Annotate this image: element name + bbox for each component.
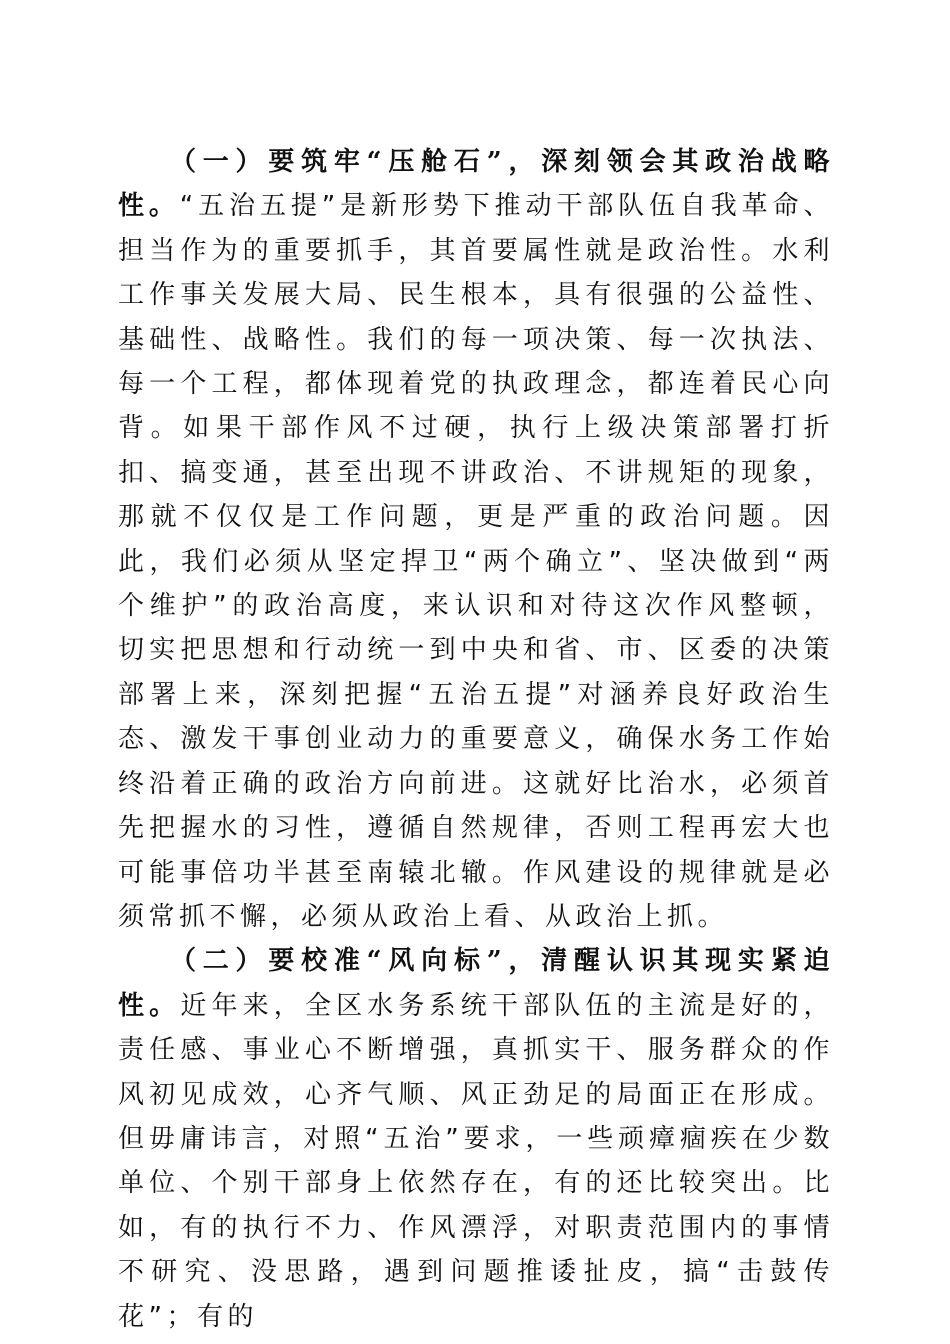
paragraph-1-body: “五治五提”是新形势下推动干部队伍自我革命、担当作为的重要抓手，其首要属性就是政治性。水利工作事关发展大局、民生根本，具有很强的公益性、基础性、战略性。我们的每一项决策、每一次执法、每一个工程，都体现着党的执政理念，都连着民心向背。如果干部作风不过硬，执行上级决策部署打折扣、搞变通，甚至出现不讲政治、不讲规矩的现象，那就不仅仅是工作问题，更是严重的政治问题。因此，我们必须从坚定捍卫“两个确立”、坚决做到“两个维护”的政治高度，来认识和对待这次作风整顿，切实把思想和行动统一到中央和省、市、区委的决策部署上来，深刻把握“五治五提”对涵养良好政治生态、激发干事创业动力的重要意义，确保水务工作始终沿着正确的政治方向前进。这就好比治水，必须首先把握水的习性，遵循自然规律，否则工程再宏大也可能事倍功半甚至南辕北辙。作风建设的规律就是必须常抓不懈，必须从政治上看、从政治上抓。 <box>118 191 834 932</box>
paragraph-2-heading: （二）要校准“风向标”，清醒认识其现实紧迫性。 <box>118 946 834 1021</box>
paragraph-1 <box>118 140 834 939</box>
document-page <box>118 140 834 1339</box>
paragraph-2-body: 近年来，全区水务系统干部队伍的主流是好的，责任感、事业心不断增强，真抓实干、服务群众的作风初见成效，心齐气顺、风正劲足的局面正在形成。但毋庸讳言，对照“五治”要求，一些顽瘴痼疾在少数单位、个别干部身上依然存在，有的还比较突出。比如，有的执行不力、作风漂浮，对职责范围内的事情不研究、没思路，遇到问题推诿扯皮，搞“击鼓传花”；有的 <box>118 990 834 1332</box>
paragraph-2 <box>118 939 834 1339</box>
paragraph-1-heading: （一）要筑牢“压舱石”，深刻领会其政治战略性。 <box>118 147 834 222</box>
